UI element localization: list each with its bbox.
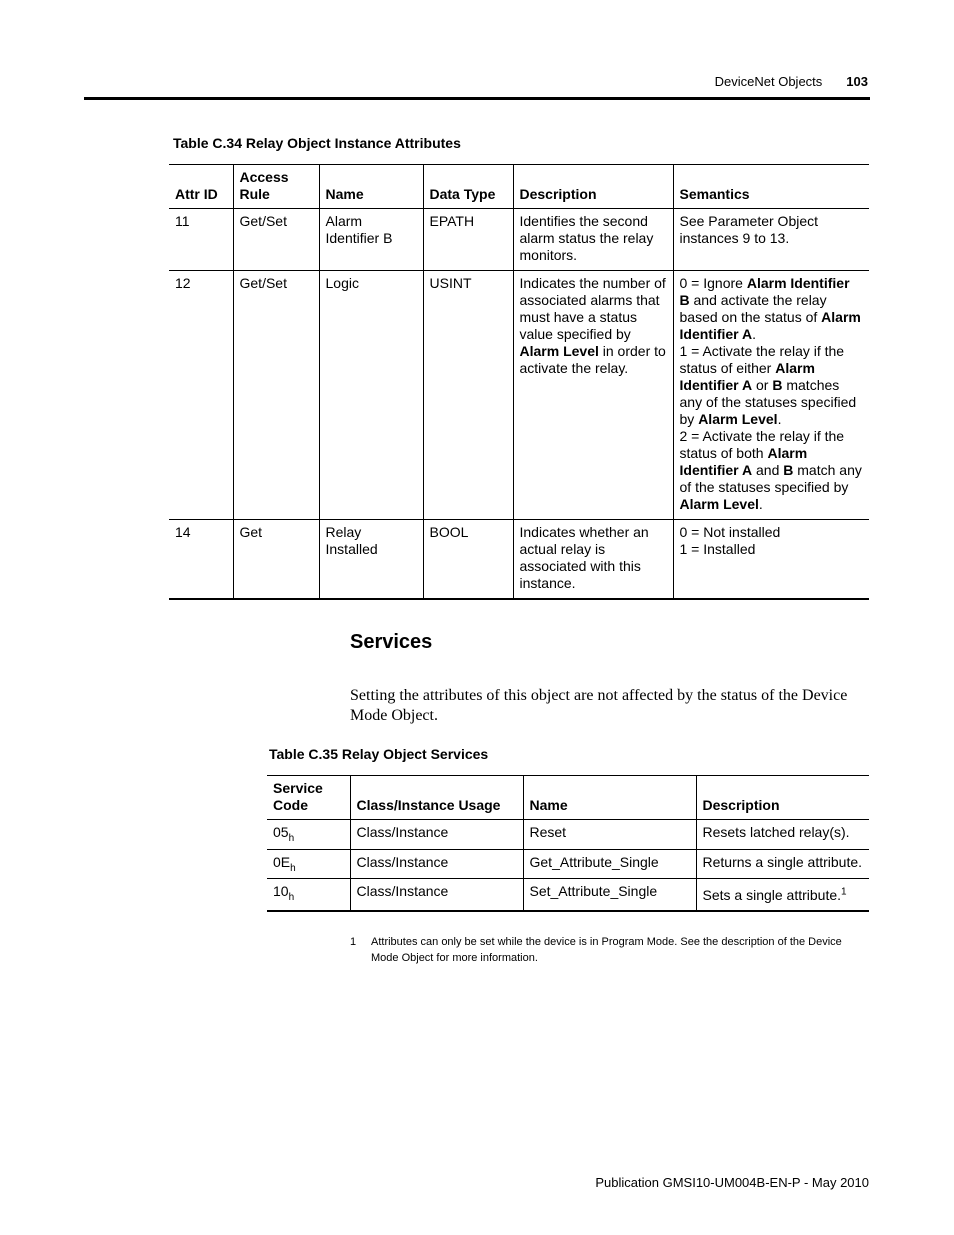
cell-description: Returns a single attribute. bbox=[696, 850, 869, 879]
desc-bold: Alarm Level bbox=[519, 343, 599, 359]
cell-service-code: $10_h$ bbox=[267, 879, 350, 912]
semantics-line-2: 2 = Activate the relay if the status of both Alarm Identifier A and B match any of the statuses specified by Alarm Level. bbox=[679, 428, 862, 512]
services-heading: Services bbox=[350, 631, 433, 653]
cell-description bbox=[513, 271, 673, 520]
table-row bbox=[267, 820, 869, 850]
header-section-title: DeviceNet Objects bbox=[714, 74, 823, 89]
cell-data-type: USINT bbox=[423, 271, 513, 520]
cell-attr-id: 12 bbox=[169, 271, 233, 520]
table-header-row bbox=[267, 776, 869, 820]
table-row bbox=[169, 271, 869, 520]
semantics-line-1: 1 = Activate the relay if the status of either Alarm Identifier A or B matches any of the statuses specified by Alarm Level. bbox=[679, 343, 857, 427]
cell-semantics bbox=[673, 271, 869, 520]
col-header-description: Description bbox=[696, 776, 869, 820]
cell-semantics bbox=[673, 520, 869, 600]
table-row bbox=[267, 850, 869, 879]
page-header bbox=[715, 74, 868, 89]
cell-service-code: $05_h$ bbox=[267, 820, 350, 850]
col-header-name: Name bbox=[319, 165, 423, 209]
table1-caption: Table C.34 Relay Object Instance Attributes bbox=[173, 135, 461, 151]
col-header-description: Description bbox=[513, 165, 673, 209]
col-header-usage: Class/Instance Usage bbox=[350, 776, 523, 820]
col-header-data-type: Data Type bbox=[423, 165, 513, 209]
cell-usage: Class/Instance bbox=[350, 879, 523, 912]
table-header-row bbox=[169, 165, 869, 209]
page-footer: Publication GMSI10-UM004B-EN-P - May 2010 bbox=[595, 1175, 869, 1190]
cell-usage: Class/Instance bbox=[350, 850, 523, 879]
table-row bbox=[267, 879, 869, 912]
cell-description: Indicates whether an actual relay is associated with this instance. bbox=[513, 520, 673, 600]
cell-attr-id: 14 bbox=[169, 520, 233, 600]
table-row bbox=[169, 520, 869, 600]
header-rule bbox=[84, 97, 870, 100]
semantics-line-0: 0 = Not installed bbox=[679, 524, 781, 540]
desc-text: Indicates the number of associated alarms that must have a status value specified by bbox=[519, 275, 666, 342]
relay-services-table bbox=[267, 775, 869, 912]
col-header-semantics: Semantics bbox=[673, 165, 869, 209]
services-paragraph: Setting the attributes of this object are not affected by the status of the Device Mode Object. bbox=[350, 687, 848, 724]
semantics-line-1: 1 = Installed bbox=[679, 541, 756, 557]
cell-attr-id: 11 bbox=[169, 209, 233, 271]
cell-semantics: See Parameter Object instances 9 to 13. bbox=[673, 209, 869, 271]
cell-description: Identifies the second alarm status the relay monitors. bbox=[513, 209, 673, 271]
cell-name: Get_Attribute_Single bbox=[523, 850, 696, 879]
cell-name: Relay Installed bbox=[319, 520, 423, 600]
col-header-attr-id: Attr ID bbox=[169, 165, 233, 209]
cell-service-code: $0E_h$ bbox=[267, 850, 350, 879]
cell-description: Sets a single attribute.$^1$ bbox=[696, 879, 869, 912]
relay-attributes-table bbox=[169, 164, 869, 600]
page-number: 103 bbox=[846, 74, 868, 89]
footnote bbox=[350, 934, 870, 966]
cell-access-rule: Get/Set bbox=[233, 209, 319, 271]
col-header-service-code: Service Code bbox=[267, 776, 350, 820]
table-row bbox=[169, 209, 869, 271]
cell-name: Reset bbox=[523, 820, 696, 850]
footnote-ref: 1 bbox=[841, 886, 847, 898]
cell-name: Logic bbox=[319, 271, 423, 520]
cell-access-rule: Get/Set bbox=[233, 271, 319, 520]
footnote-text: Attributes can only be set while the device is in Program Mode. See the description of the Device Mode Object for more information. bbox=[371, 936, 842, 964]
col-header-name: Name bbox=[523, 776, 696, 820]
cell-description: Resets latched relay(s). bbox=[696, 820, 869, 850]
table2-caption: Table C.35 Relay Object Services bbox=[269, 746, 489, 762]
col-header-access-rule: Access Rule bbox=[233, 165, 319, 209]
footnote-number: 1 bbox=[350, 936, 357, 948]
cell-name: Set_Attribute_Single bbox=[523, 879, 696, 912]
semantics-line-0: 0 = Ignore Alarm Identifier B and activate the relay based on the status of Alarm Identifier A. bbox=[679, 275, 861, 342]
cell-access-rule: Get bbox=[233, 520, 319, 600]
cell-data-type: BOOL bbox=[423, 520, 513, 600]
cell-name: Alarm Identifier B bbox=[319, 209, 423, 271]
desc-text: in order to activate the relay. bbox=[519, 343, 666, 376]
cell-usage: Class/Instance bbox=[350, 820, 523, 850]
cell-data-type: EPATH bbox=[423, 209, 513, 271]
